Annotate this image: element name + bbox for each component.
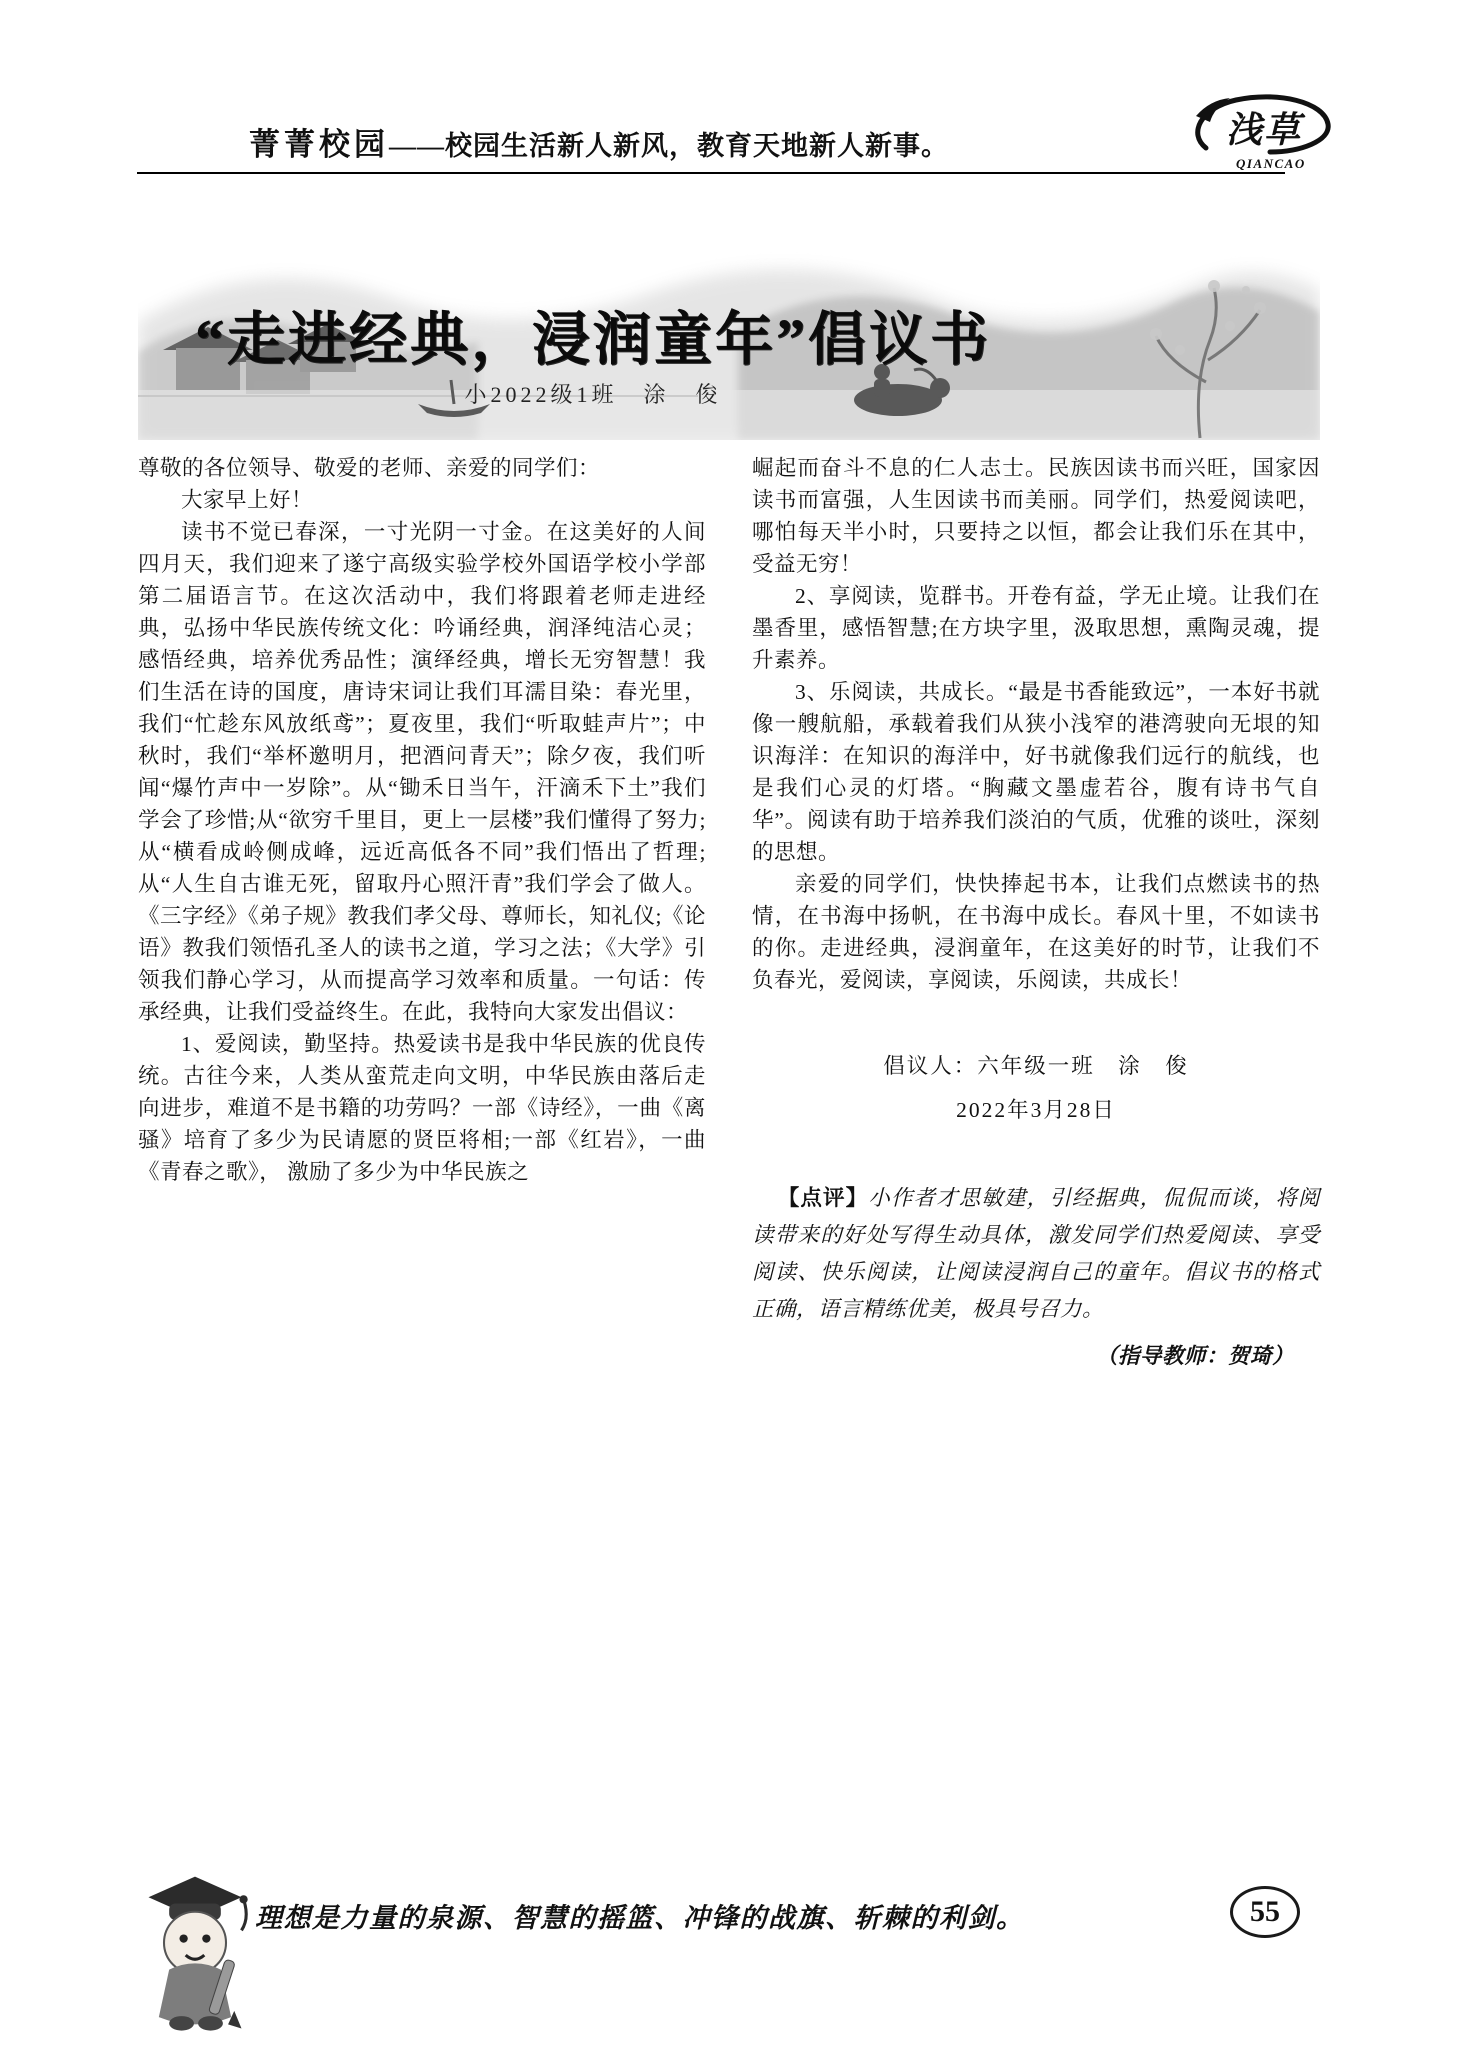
paragraph-proposal-1: 1、爱阅读，勤坚持。热爱读书是我中华民族的优良传统。古往今来，人类从蛮荒走向文明，中华民族由落后走向进步，难道不是书籍的功劳吗？一部《诗经》，一曲《离骚》培育了多少为民请愿的贤臣将相;一部《红岩》，一曲《青春之歌》， 激励了多少为中华民族之 bbox=[138, 1032, 706, 1184]
paragraph-closing: 亲爱的同学们，快快捧起书本，让我们点燃读书的热情，在书海中扬帆，在书海中成长。春风十里，不如读书的你。走进经典，浸润童年，在这美好的时节，让我们不负春光，爱阅读，享阅读，乐阅读，共成长！ bbox=[752, 872, 1320, 992]
right-column bbox=[752, 452, 1320, 1375]
review-paragraph bbox=[752, 1180, 1320, 1328]
masthead-rule bbox=[137, 172, 1285, 174]
signature-block bbox=[752, 1044, 1320, 1132]
logo-subtitle: QIANCAO bbox=[1236, 156, 1306, 171]
masthead bbox=[137, 98, 1320, 174]
page-number: 55 bbox=[1230, 1886, 1300, 1938]
title-banner bbox=[138, 230, 1320, 440]
article-byline: 小2022级1班 涂 俊 bbox=[464, 382, 722, 407]
article-body bbox=[138, 452, 1320, 1375]
article-title: “走进经典，浸润童年”倡议书 bbox=[194, 307, 991, 372]
advising-teacher-line: （指导教师：贺琦） bbox=[1095, 1344, 1294, 1368]
review-label: 【点评】 bbox=[777, 1186, 869, 1210]
review-text: 小作者才思敏建，引经据典，侃侃而谈，将阅读带来的好处写得生动具体，激发同学们热爱阅读、享受阅读、快乐阅读，让阅读浸润自己的童年。倡议书的格式正确，语言精练优美，极具号召力。 bbox=[752, 1186, 1320, 1321]
footer-motto: 理想是力量的泉源、智慧的摇篮、冲锋的战旗、斩棘的利剑。 bbox=[255, 1903, 1025, 1933]
masthead-text bbox=[249, 119, 949, 164]
paragraph-proposal-2: 2、享阅读，览群书。开卷有益，学无止境。让我们在墨香里，感悟智慧;在方块字里，汲取思想，熏陶灵魂，提升素养。 bbox=[752, 584, 1320, 672]
column-name: 菁菁校园 bbox=[249, 127, 389, 162]
salutation: 尊敬的各位领导、敬爱的老师、亲爱的同学们： bbox=[138, 456, 601, 480]
proposer-line: 倡议人：六年级一班 涂 俊 bbox=[883, 1054, 1189, 1078]
mascot-icon bbox=[126, 1858, 264, 2044]
qiancao-logo bbox=[1178, 86, 1338, 178]
paragraph-proposal-1-cont: 崛起而奋斗不息的仁人志士。民族因读书而兴旺，国家因读书而富强，人生因读书而美丽。同学们，热爱阅读吧，哪怕每天半小时，只要持之以恒，都会让我们乐在其中，受益无穷！ bbox=[752, 456, 1320, 576]
column-tagline: ——校园生活新人新风，教育天地新人新事。 bbox=[389, 131, 949, 161]
paragraph-proposal-3: 3、乐阅读，共成长。“最是书香能致远”，一本好书就像一艘航船，承载着我们从狭小浅窄的港湾驶向无垠的知识海洋：在知识的海洋中，好书就像我们远行的航线，也是我们心灵的灯塔。“胸藏文墨虚若谷，腹有诗书气自华”。阅读有助于培养我们淡泊的气质，优雅的谈吐，深刻的思想。 bbox=[752, 680, 1320, 864]
date-line: 2022年3月28日 bbox=[956, 1098, 1116, 1122]
paragraph-greeting: 大家早上好！ bbox=[181, 488, 314, 512]
logo-title: 浅草 bbox=[1226, 110, 1303, 150]
left-column bbox=[138, 452, 706, 1375]
paragraph-intro: 读书不觉已春深，一寸光阴一寸金。在这美好的人间四月天，我们迎来了遂宁高级实验学校外国语学校小学部第二届语言节。在这次活动中，我们将跟着老师走进经典，弘扬中华民族传统文化：吟诵经典，润泽纯洁心灵；感悟经典，培养优秀品性；演绎经典，增长无穷智慧！我们生活在诗的国度，唐诗宋词让我们耳濡目染：春光里，我们“忙趁东风放纸鸢”；夏夜里，我们“听取蛙声片”；中秋时，我们“举杯邀明月，把酒问青天”；除夕夜，我们听闻“爆竹声中一岁除”。从“锄禾日当午，汗滴禾下土”我们学会了珍惜;从“欲穷千里目，更上一层楼”我们懂得了努力;从“横看成岭侧成峰，远近高低各不同”我们悟出了哲理;从“人生自古谁无死，留取丹心照汗青”我们学会了做人。《三字经》《弟子规》教我们孝父母、尊师长，知礼仪;《论语》教我们领悟孔圣人的读书之道，学习之法；《大学》引领我们静心学习，从而提高学习效率和质量。一句话：传承经典，让我们受益终生。在此，我特向大家发出倡议： bbox=[138, 520, 706, 1024]
